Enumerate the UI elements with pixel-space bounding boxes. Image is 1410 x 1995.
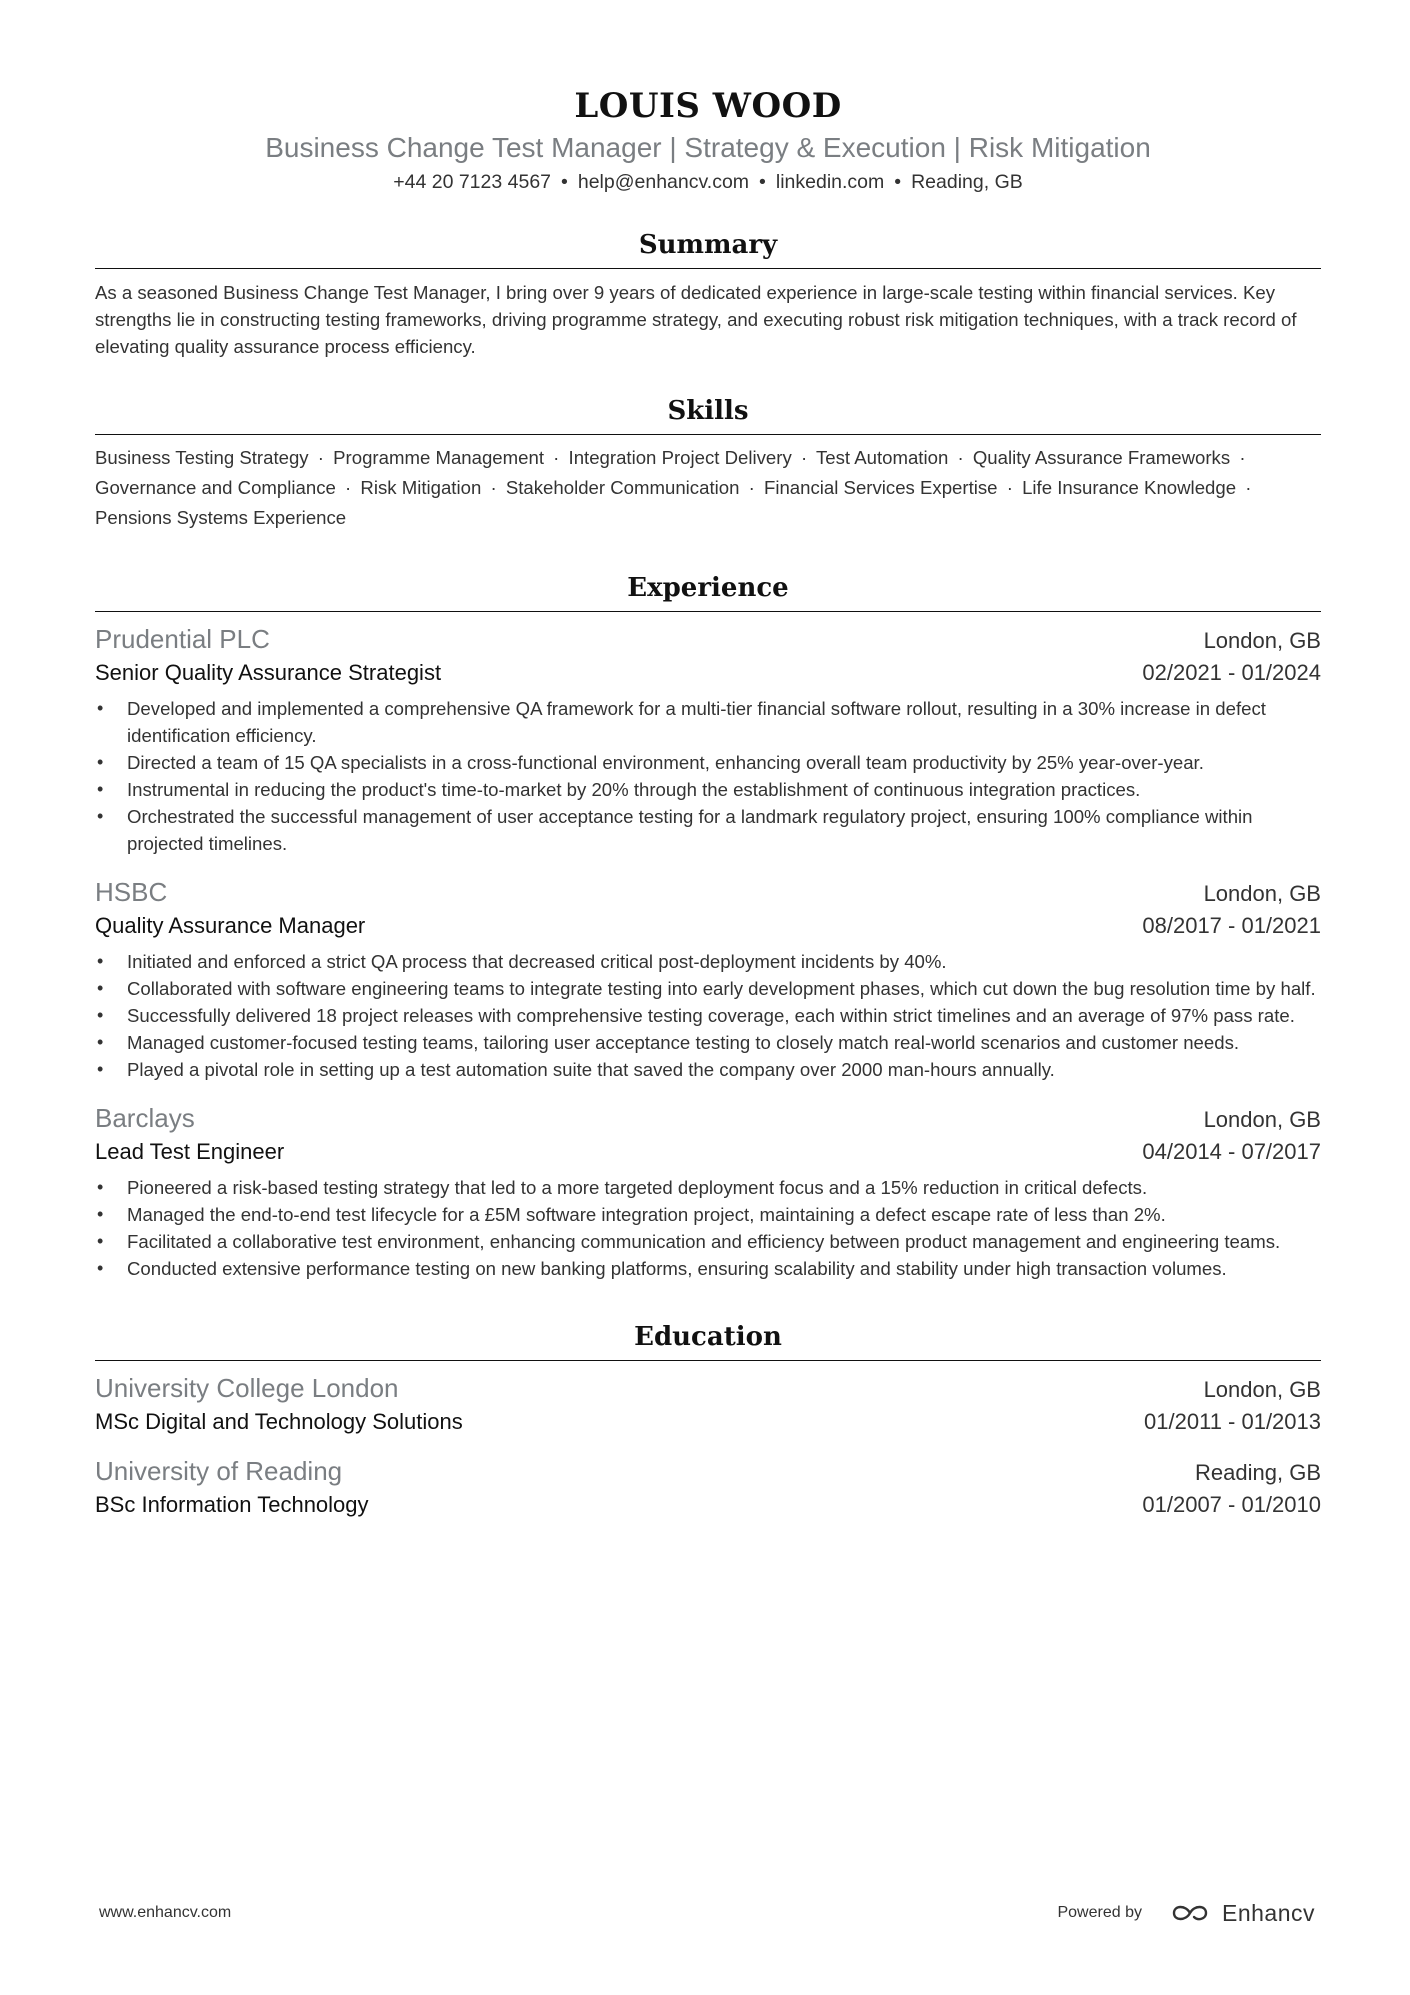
entry-header-row (95, 1371, 1321, 1406)
entry-location: London, GB (1203, 1377, 1321, 1402)
entry-dates: 04/2014 - 07/2017 (1142, 1139, 1321, 1164)
skill-item: Pensions Systems Experience (95, 507, 347, 528)
school-name: University College London (95, 1373, 399, 1403)
entry-location: London, GB (1203, 881, 1321, 906)
achievement-item: • Directed a team of 15 QA specialists in a cross-functional environment, enhancing overall team productivity by 25% year-over-year. (95, 749, 1321, 776)
summary-section (95, 228, 1321, 360)
skill-separator: · (957, 447, 964, 468)
school-name: University of Reading (95, 1456, 343, 1486)
entry-role-row (95, 1136, 1321, 1168)
job-title: Lead Test Engineer (95, 1139, 285, 1164)
achievement-item: • Initiated and enforced a strict QA process that decreased critical post-deployment incidents by 40%. (95, 948, 1321, 975)
skill-item: Programme Management (333, 447, 544, 468)
powered-by-label: Powered by (1057, 1904, 1142, 1921)
entry-header-row (95, 875, 1321, 910)
experience-entry (95, 1101, 1321, 1282)
entry-header-row (95, 1454, 1321, 1489)
entry-dates: 01/2011 - 01/2013 (1144, 1409, 1321, 1434)
skill-separator: · (553, 447, 560, 468)
separator-dot: • (561, 171, 568, 193)
skill-item: Quality Assurance Frameworks (972, 447, 1231, 468)
linkedin[interactable]: linkedin.com (775, 171, 885, 193)
achievement-item: • Orchestrated the successful management of user acceptance testing for a landmark regulatory project, ensuring 100% compliance within projected timelines. (95, 803, 1321, 857)
achievement-item: • Pioneered a risk-based testing strategy that led to a more targeted deployment focus and a 15% reduction in critical defects. (95, 1174, 1321, 1201)
resume-page (95, 86, 1321, 1521)
location: Reading, GB (911, 171, 1023, 193)
skill-item: Life Insurance Knowledge (1022, 477, 1237, 498)
achievement-list (95, 695, 1321, 857)
achievement-item: • Developed and implemented a comprehensive QA framework for a multi-tier financial software rollout, resulting in a 30% increase in defect identification efficiency. (95, 695, 1321, 749)
skills-section (95, 394, 1321, 533)
skill-separator: · (1239, 447, 1246, 468)
education-section (95, 1320, 1321, 1521)
skill-item: Stakeholder Communication (505, 477, 740, 498)
entry-dates: 01/2007 - 01/2010 (1142, 1492, 1321, 1517)
powered-by[interactable] (1057, 1898, 1315, 1928)
skill-separator: · (345, 477, 352, 498)
entry-role-row (95, 1489, 1321, 1521)
experience-entry (95, 622, 1321, 857)
section-title: Experience (95, 571, 1321, 612)
skill-separator: · (317, 447, 324, 468)
achievement-list (95, 1174, 1321, 1282)
achievement-item: • Successfully delivered 18 project releases with comprehensive testing coverage, each within strict timelines and an average of 97% pass rate. (95, 1002, 1321, 1029)
section-title: Skills (95, 394, 1321, 435)
degree: MSc Digital and Technology Solutions (95, 1409, 463, 1434)
website-link[interactable]: www.enhancv.com (99, 1904, 232, 1921)
education-entry (95, 1371, 1321, 1438)
skill-item: Integration Project Delivery (568, 447, 792, 468)
skill-item: Test Automation (815, 447, 949, 468)
section-title: Education (95, 1320, 1321, 1361)
experience-entry (95, 875, 1321, 1083)
company-name: Barclays (95, 1103, 195, 1133)
achievement-item: • Facilitated a collaborative test environment, enhancing communication and efficiency between product management and engineering teams. (95, 1228, 1321, 1255)
entry-role-row (95, 910, 1321, 942)
skill-item: Governance and Compliance (95, 477, 336, 498)
job-title: Senior Quality Assurance Strategist (95, 660, 442, 685)
summary-text: As a seasoned Business Change Test Manager, I bring over 9 years of dedicated experience in large-scale testing within financial services. Key strengths lie in constructing testing frameworks, driving programme strategy, and executing robust risk mitigation techniques, with a track record of elevating quality assurance process efficiency. (95, 282, 1297, 357)
education-entry (95, 1454, 1321, 1521)
entry-header-row (95, 1101, 1321, 1136)
experience-section (95, 571, 1321, 1282)
skill-separator: · (748, 477, 755, 498)
separator-dot: • (759, 171, 766, 193)
job-title: Quality Assurance Manager (95, 913, 366, 938)
achievement-item: • Instrumental in reducing the product's time-to-market by 20% through the establishment of continuous integration practices. (95, 776, 1321, 803)
entry-dates: 02/2021 - 01/2024 (1142, 660, 1321, 685)
achievement-item: • Played a pivotal role in setting up a test automation suite that saved the company over 2000 man-hours annually. (95, 1056, 1321, 1083)
footer (99, 1898, 1315, 1928)
entry-dates: 08/2017 - 01/2021 (1142, 913, 1321, 938)
entry-header-row (95, 622, 1321, 657)
degree: BSc Information Technology (95, 1492, 369, 1517)
education-list (95, 1371, 1321, 1521)
skill-item: Business Testing Strategy (95, 447, 309, 468)
headline: Business Change Test Manager | Strategy & Execution | Risk Mitigation (265, 132, 1151, 163)
company-name: HSBC (95, 877, 168, 907)
skills-list (95, 443, 1321, 533)
skill-item: Financial Services Expertise (763, 477, 998, 498)
entry-location: London, GB (1203, 628, 1321, 653)
experience-list (95, 622, 1321, 1282)
achievement-item: • Conducted extensive performance testing on new banking platforms, ensuring scalability and stability under high transaction volumes. (95, 1255, 1321, 1282)
email[interactable]: help@enhancv.com (577, 171, 750, 193)
section-title: Summary (95, 228, 1321, 269)
candidate-name: LOUIS WOOD (574, 86, 842, 126)
company-name: Prudential PLC (95, 624, 270, 654)
entry-location: London, GB (1203, 1107, 1321, 1132)
contact-line (95, 170, 1321, 194)
brand-name: Enhancv (1221, 1899, 1315, 1926)
entry-role-row (95, 657, 1321, 689)
skill-separator: · (490, 477, 497, 498)
achievement-list (95, 948, 1321, 1083)
achievement-item: • Managed customer-focused testing teams, tailoring user acceptance testing to closely match real-world scenarios and customer needs. (95, 1029, 1321, 1056)
phone[interactable]: +44 20 7123 4567 (393, 171, 552, 193)
achievement-item: • Collaborated with software engineering teams to integrate testing into early development phases, which cut down the bug resolution time by half. (95, 975, 1321, 1002)
entry-location: Reading, GB (1195, 1460, 1321, 1485)
skill-separator: · (1245, 477, 1252, 498)
enhancv-logo-icon (1168, 1901, 1214, 1925)
entry-role-row (95, 1406, 1321, 1438)
separator-dot: • (894, 171, 902, 193)
skill-separator: · (800, 447, 808, 468)
skill-separator: · (1006, 477, 1013, 498)
achievement-item: • Managed the end-to-end test lifecycle for a £5M software integration project, maintaining a defect escape rate of less than 2%. (95, 1201, 1321, 1228)
skill-item: Risk Mitigation (360, 477, 482, 498)
